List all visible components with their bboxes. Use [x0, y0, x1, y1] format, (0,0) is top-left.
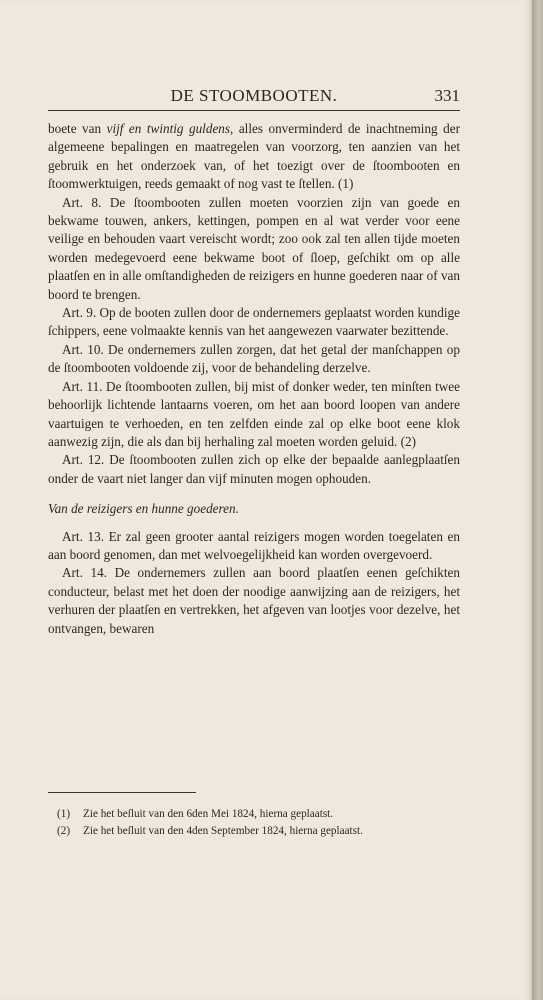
footnote-text: Zie het beſluit van den 6den Mei 1824, hierna geplaatst. [83, 808, 334, 820]
page-header [48, 86, 460, 108]
fine-amount: vijf en twintig guldens [106, 121, 231, 136]
paragraph-continuation-end: , alles onverminderd de inachtneming der algemeene bepalingen en maatregelen van voorzorg, ten aanzien van het gebruik en het onderzoek van, of het toezigt over de ſtoombooten en ſtoomwerktuigen, reeds gemaakt of nog vast te ſtellen. (1) [48, 121, 460, 192]
footnote-2 [57, 823, 457, 840]
article-10: Art. 10. De ondernemers zullen zorgen, dat het getal der manſchappen op de ſtoombooten voldoende zij, voor de behandeling derzelve. [48, 341, 460, 376]
article-11: Art. 11. De ſtoombooten zullen, bij mist of donker weder, ten minſten twee behoorlijk lichtende lantaarns voeren, om het aan boord loopen van andere vaartuigen te verhoeden, en ten zelfden einde zal op elke boot eene klok aanwezig zijn, die als dan bij herhaling zal moeten worden geluid. (2) [48, 378, 460, 449]
header-rule [48, 110, 460, 111]
body-text [48, 120, 460, 638]
article-9: Art. 9. Op de booten zullen door de ondernemers geplaatst worden kundige ſchippers, eene volmaakte kennis van het aangewezen vaarwater bezittende. [48, 305, 460, 339]
paragraph-continuation [48, 120, 460, 194]
footnotes [57, 806, 457, 840]
page-number: 331 [434, 86, 460, 105]
article-12: Art. 12. De ſtoombooten zullen zich op elke der bepaalde aanlegplaatſen onder de vaart niet langer dan vijf minuten mogen ophouden. [48, 452, 460, 486]
footnote-1 [57, 806, 457, 823]
paragraph-continuation-start: boete van [48, 121, 107, 136]
running-title: DE STOOMBOOTEN. [170, 86, 338, 105]
section-subheading: Van de reizigers en hunne goederen. [48, 501, 239, 517]
page-edge [532, 0, 543, 1000]
footnote-rule [48, 792, 196, 793]
article-14: Art. 14. De ondernemers zullen aan boord plaatſen eenen geſchikten conducteur, belast met het doen der noodige aanwijzing aan de reizigers, het verhuren der plaatſen en vertrekken, het afgeven van lootjes voor dezelve, het ontvangen, bewaren [48, 565, 460, 636]
footnote-text: Zie het beſluit van den 4den September 1824, hierna geplaatst. [83, 825, 363, 837]
footnote-marker: (2) [57, 825, 71, 837]
article-8: Art. 8. De ſtoombooten zullen moeten voorzien zijn van goede en bekwame touwen, ankers, kettingen, pompen en al wat verder voor eene veilige en behouden vaart vereischt wordt; zoo ook zal ten allen tijde moeten worden medegevoerd eene bekwame boot of ſloep, geſchikt om op alle plaatſen en in alle omſtandigheden de reizigers en hunne goederen naar of van boord te brengen. [48, 194, 460, 302]
article-13: Art. 13. Er zal geen grooter aantal reizigers mogen worden toegelaten en aan boord genomen, dan met welvoegelijkheid kan worden overgevoerd. [48, 528, 460, 562]
footnote-marker: (1) [57, 808, 71, 820]
